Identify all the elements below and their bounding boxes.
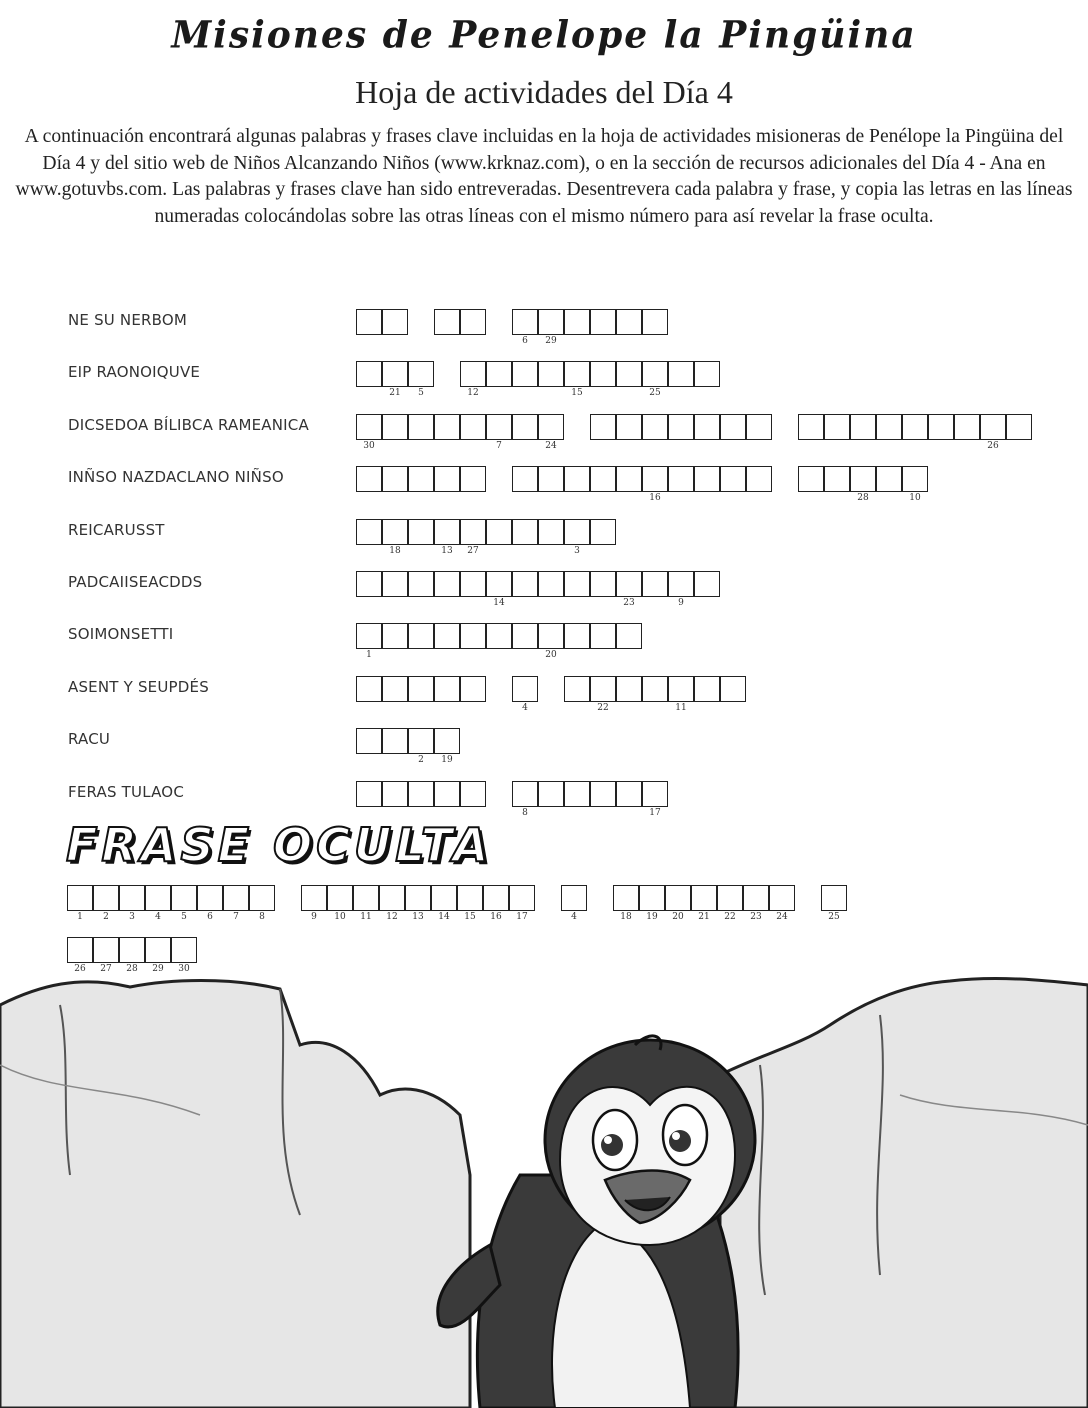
letter-box[interactable] [460, 571, 486, 597]
letter-box[interactable] [434, 414, 460, 440]
letter-box[interactable] [642, 571, 668, 597]
clue-text: DICSEDOA BÍLIBCA RAMEANICA [68, 415, 309, 434]
hidden-box-number: 27 [100, 964, 112, 974]
letter-box[interactable] [590, 466, 616, 492]
ice-block-right-icon [720, 978, 1088, 1408]
letter-box[interactable] [564, 676, 590, 702]
letter-box[interactable] [538, 361, 564, 387]
clue-text: ASENT Y SEUPDÉS [68, 677, 209, 696]
letter-box[interactable] [382, 309, 408, 335]
letter-box[interactable] [590, 781, 616, 807]
hidden-letter-box[interactable] [67, 937, 93, 963]
letter-box[interactable] [486, 519, 512, 545]
letter-box[interactable] [538, 309, 564, 335]
box-number: 2 [418, 755, 424, 766]
letter-box[interactable] [434, 466, 460, 492]
letter-box[interactable] [642, 676, 668, 702]
hidden-box-number: 12 [386, 912, 398, 922]
letter-box[interactable] [590, 361, 616, 387]
box-number: 4 [522, 702, 528, 713]
letter-box[interactable] [616, 623, 642, 649]
letter-box[interactable] [382, 414, 408, 440]
letter-box[interactable] [616, 781, 642, 807]
letter-box[interactable] [642, 466, 668, 492]
letter-box[interactable] [538, 571, 564, 597]
hidden-box-number: 5 [181, 912, 187, 922]
letter-box[interactable] [902, 414, 928, 440]
clue-text: PADCAIISEACDDS [68, 573, 203, 591]
letter-box[interactable] [564, 361, 590, 387]
instructions-paragraph: A continuación encontrará algunas palabras y frases clave incluidas en la hoja de actividades misioneras de Penélope la Pingüina del Día 4 y del sitio web de Niños Alcanzando Niños (www.krknaz.com), o en la sección de recursos adicionales del Día 4 - Ana en www.gotuvbs.com. Las palabras y frases clave han sido entreveradas. Desentrevera cada palabra y frase, y copia las letras en las líneas numeradas colocándolas sobre las otras líneas con el mismo número para así revelar la frase oculta. [15, 126, 1073, 227]
clue-text: EIP RAONOIQUVE [68, 363, 201, 382]
hidden-letter-box[interactable] [301, 885, 327, 911]
letter-box[interactable] [460, 414, 486, 440]
letter-box[interactable] [590, 309, 616, 335]
letter-box[interactable] [408, 623, 434, 649]
hidden-box-number: 10 [334, 912, 346, 922]
letter-box[interactable] [434, 676, 460, 702]
box-number: 6 [522, 336, 528, 346]
letter-box[interactable] [408, 571, 434, 597]
letter-box[interactable] [434, 571, 460, 597]
box-number: 9 [678, 598, 684, 608]
letter-box[interactable] [616, 309, 642, 335]
box-number: 22 [597, 702, 609, 713]
hidden-box-number: 17 [516, 912, 528, 922]
letter-box[interactable] [694, 676, 720, 702]
letter-box[interactable] [460, 781, 486, 807]
letter-box[interactable] [616, 571, 642, 597]
letter-box[interactable] [694, 414, 720, 440]
letter-box[interactable] [486, 361, 512, 387]
letter-box[interactable] [564, 309, 590, 335]
hidden-box-number: 30 [178, 964, 190, 974]
hidden-box-number: 14 [438, 912, 450, 922]
box-number: 29 [545, 336, 557, 346]
hidden-box-number: 23 [750, 912, 762, 922]
letter-box[interactable] [616, 414, 642, 440]
letter-box[interactable] [512, 623, 538, 649]
box-number: 10 [909, 493, 921, 504]
hidden-box-number: 21 [698, 912, 710, 922]
letter-box[interactable] [408, 676, 434, 702]
hidden-letter-box[interactable] [119, 885, 145, 911]
letter-box[interactable] [460, 623, 486, 649]
letter-box[interactable] [564, 571, 590, 597]
hidden-letter-box[interactable] [691, 885, 717, 911]
hidden-letter-box[interactable] [379, 885, 405, 911]
letter-box[interactable] [850, 414, 876, 440]
hidden-box-number: 16 [490, 912, 502, 922]
letter-box[interactable] [512, 414, 538, 440]
letter-box[interactable] [668, 571, 694, 597]
letter-box[interactable] [642, 309, 668, 335]
hidden-box-number: 28 [126, 964, 138, 974]
letter-box[interactable] [382, 361, 408, 387]
letter-box[interactable] [564, 623, 590, 649]
letter-box[interactable] [902, 466, 928, 492]
box-number: 5 [418, 388, 424, 399]
hidden-box-number: 7 [233, 912, 239, 922]
letter-box[interactable] [928, 414, 954, 440]
letter-box[interactable] [382, 676, 408, 702]
box-number: 20 [545, 650, 557, 661]
hidden-letter-box[interactable] [93, 885, 119, 911]
box-number: 16 [649, 493, 661, 504]
box-number: 8 [522, 807, 528, 818]
letter-box[interactable] [668, 466, 694, 492]
letter-box[interactable] [408, 519, 434, 545]
letter-box[interactable] [668, 361, 694, 387]
letter-box[interactable] [720, 414, 746, 440]
hidden-letter-box[interactable] [353, 885, 379, 911]
hidden-box-number: 29 [152, 964, 164, 974]
letter-box[interactable] [408, 361, 434, 387]
letter-box[interactable] [616, 361, 642, 387]
letter-box[interactable] [616, 466, 642, 492]
letter-box[interactable] [720, 676, 746, 702]
box-number: 12 [467, 388, 479, 399]
letter-box[interactable] [512, 676, 538, 702]
hidden-letter-box[interactable] [171, 937, 197, 963]
letter-box[interactable] [538, 623, 564, 649]
letter-box[interactable] [538, 519, 564, 545]
hidden-letter-box[interactable] [145, 885, 171, 911]
letter-box[interactable] [694, 466, 720, 492]
box-number: 21 [389, 388, 401, 399]
letter-box[interactable] [356, 519, 382, 545]
box-number: 7 [496, 440, 502, 451]
letter-box[interactable] [876, 414, 902, 440]
letter-box[interactable] [434, 781, 460, 807]
hidden-box-number: 3 [129, 912, 135, 922]
hidden-box-number: 9 [311, 912, 317, 922]
letter-box[interactable] [408, 414, 434, 440]
letter-box[interactable] [642, 361, 668, 387]
hidden-letter-box[interactable] [197, 885, 223, 911]
hidden-letter-box[interactable] [639, 885, 665, 911]
hidden-box-number: 1 [77, 912, 83, 922]
hidden-box-number: 24 [776, 912, 788, 922]
letter-box[interactable] [408, 466, 434, 492]
hidden-box-number: 20 [672, 912, 684, 922]
letter-box[interactable] [720, 466, 746, 492]
hidden-box-number: 2 [103, 912, 109, 922]
hidden-box-number: 26 [74, 964, 86, 974]
letter-box[interactable] [460, 309, 486, 335]
hidden-letter-box[interactable] [405, 885, 431, 911]
letter-box[interactable] [824, 466, 850, 492]
penguin-icon [438, 1036, 755, 1408]
letter-box[interactable] [616, 676, 642, 702]
letter-box[interactable] [408, 728, 434, 754]
letter-box[interactable] [824, 414, 850, 440]
letter-box[interactable] [746, 414, 772, 440]
letter-box[interactable] [590, 676, 616, 702]
letter-box[interactable] [512, 781, 538, 807]
hidden-phrase-title: FRASE OCULTA [66, 818, 493, 872]
hidden-letter-box[interactable] [93, 937, 119, 963]
clue-text: NE SU NERBOM [68, 311, 188, 329]
box-number: 19 [441, 755, 453, 766]
letter-box[interactable] [356, 361, 382, 387]
hidden-letter-box[interactable] [223, 885, 249, 911]
letter-box[interactable] [356, 414, 382, 440]
box-number: 26 [987, 440, 999, 451]
letter-box[interactable] [564, 519, 590, 545]
letter-box[interactable] [356, 466, 382, 492]
box-number: 14 [493, 598, 505, 608]
clue-text: INÑSO NAZDACLANO NIÑSO [68, 468, 284, 487]
ice-block-left-icon [0, 981, 470, 1408]
letter-box[interactable] [486, 623, 512, 649]
letter-box[interactable] [538, 781, 564, 807]
letter-box[interactable] [486, 414, 512, 440]
letter-box[interactable] [382, 781, 408, 807]
letter-box[interactable] [980, 414, 1006, 440]
hidden-box-number: 4 [155, 912, 161, 922]
hidden-box-number: 13 [412, 912, 424, 922]
letter-box[interactable] [668, 414, 694, 440]
clue-text: REICARUSST [68, 520, 165, 539]
letter-box[interactable] [356, 571, 382, 597]
hidden-letter-box[interactable] [171, 885, 197, 911]
letter-box[interactable] [382, 571, 408, 597]
letter-box[interactable] [382, 623, 408, 649]
hidden-letter-box[interactable] [431, 885, 457, 911]
letter-box[interactable] [564, 466, 590, 492]
box-number: 30 [363, 440, 375, 451]
page-title: Misiones de Penelope la Pingüina [171, 12, 917, 58]
letter-box[interactable] [512, 309, 538, 335]
letter-box[interactable] [538, 414, 564, 440]
letter-box[interactable] [486, 571, 512, 597]
hidden-letter-box[interactable] [145, 937, 171, 963]
letter-box[interactable] [408, 781, 434, 807]
clue-text: RACU [68, 730, 111, 749]
hidden-letter-box[interactable] [769, 885, 795, 911]
hidden-letter-box[interactable] [717, 885, 743, 911]
letter-box[interactable] [954, 414, 980, 440]
hidden-letter-box[interactable] [665, 885, 691, 911]
letter-box[interactable] [590, 414, 616, 440]
letter-box[interactable] [798, 466, 824, 492]
letter-box[interactable] [564, 781, 590, 807]
box-number: 15 [571, 388, 583, 399]
hidden-box-number: 22 [724, 912, 736, 922]
page-subtitle: Hoja de actividades del Día 4 [355, 74, 733, 110]
clue-text: SOIMONSETTI [68, 625, 174, 644]
letter-box[interactable] [434, 519, 460, 545]
letter-box[interactable] [1006, 414, 1032, 440]
hidden-letter-box[interactable] [509, 885, 535, 911]
hidden-box-number: 4 [571, 912, 577, 922]
hidden-letter-box[interactable] [67, 885, 93, 911]
hidden-box-number: 8 [259, 912, 265, 922]
letter-box[interactable] [694, 361, 720, 387]
letter-box[interactable] [876, 466, 902, 492]
box-number: 23 [623, 598, 635, 608]
hidden-letter-box[interactable] [327, 885, 353, 911]
hidden-box-number: 15 [464, 912, 476, 922]
letter-box[interactable] [434, 309, 460, 335]
letter-box[interactable] [382, 728, 408, 754]
letter-box[interactable] [590, 571, 616, 597]
box-number: 11 [675, 702, 687, 713]
box-number: 18 [389, 545, 401, 556]
letter-box[interactable] [356, 676, 382, 702]
letter-box[interactable] [512, 466, 538, 492]
letter-box[interactable] [356, 309, 382, 335]
box-number: 17 [649, 807, 661, 818]
hidden-letter-box[interactable] [457, 885, 483, 911]
letter-box[interactable] [694, 571, 720, 597]
letter-box[interactable] [512, 519, 538, 545]
letter-box[interactable] [356, 781, 382, 807]
box-number: 13 [441, 545, 453, 556]
letter-box[interactable] [512, 361, 538, 387]
box-number: 28 [857, 493, 869, 504]
letter-box[interactable] [590, 519, 616, 545]
hidden-letter-box[interactable] [821, 885, 847, 911]
letter-box[interactable] [382, 519, 408, 545]
letter-box[interactable] [850, 466, 876, 492]
letter-box[interactable] [642, 781, 668, 807]
hidden-box-number: 6 [207, 912, 213, 922]
letter-box[interactable] [460, 676, 486, 702]
hidden-letter-box[interactable] [561, 885, 587, 911]
hidden-letter-box[interactable] [483, 885, 509, 911]
letter-box[interactable] [798, 414, 824, 440]
hidden-box-number: 18 [620, 912, 632, 922]
box-number: 24 [545, 440, 557, 451]
letter-box[interactable] [590, 623, 616, 649]
letter-box[interactable] [434, 623, 460, 649]
hidden-letter-box[interactable] [743, 885, 769, 911]
letter-box[interactable] [382, 466, 408, 492]
hidden-letter-box[interactable] [249, 885, 275, 911]
letter-box[interactable] [356, 728, 382, 754]
box-number: 25 [649, 388, 661, 399]
letter-box[interactable] [460, 361, 486, 387]
box-number: 1 [366, 650, 372, 661]
box-number: 3 [574, 545, 580, 556]
letter-box[interactable] [668, 676, 694, 702]
letter-box[interactable] [538, 466, 564, 492]
letter-box[interactable] [434, 728, 460, 754]
letter-box[interactable] [512, 571, 538, 597]
letter-box[interactable] [460, 519, 486, 545]
clue-text: FERAS TULAOC [68, 782, 184, 801]
hidden-box-number: 11 [360, 912, 372, 922]
hidden-box-number: 25 [828, 912, 840, 922]
letter-box[interactable] [460, 466, 486, 492]
ice-penguin-illustration [0, 975, 1088, 1408]
hidden-letter-box[interactable] [119, 937, 145, 963]
hidden-box-number: 19 [646, 912, 658, 922]
letter-box[interactable] [356, 623, 382, 649]
hidden-letter-box[interactable] [613, 885, 639, 911]
letter-box[interactable] [642, 414, 668, 440]
letter-box[interactable] [746, 466, 772, 492]
box-number: 27 [467, 545, 479, 556]
